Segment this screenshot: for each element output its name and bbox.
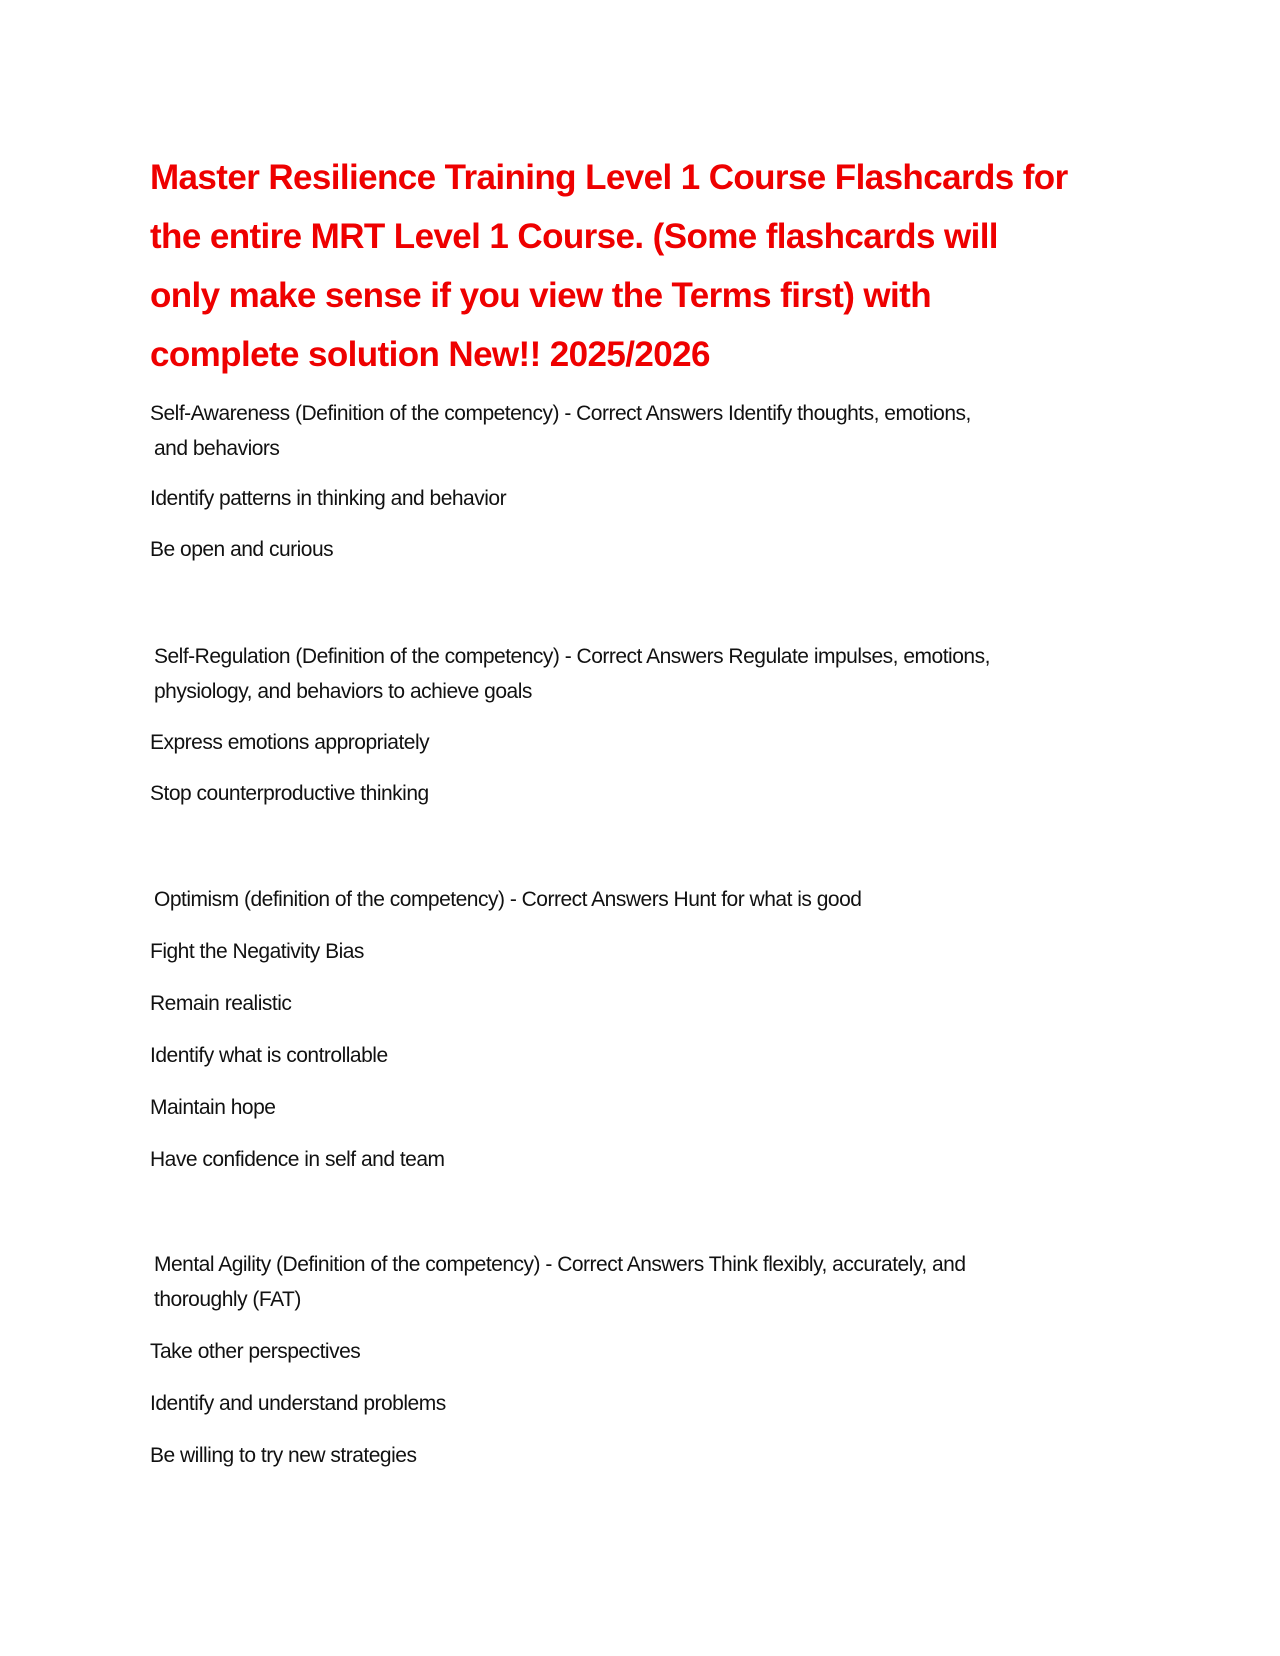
- title-line: only make sense if you view the Terms first) with: [150, 276, 932, 315]
- flashcard-answer: Take other perspectives: [150, 1340, 361, 1363]
- flashcard-answer: Stop counterproductive thinking: [150, 782, 429, 805]
- flashcard-question-continued: thoroughly (FAT): [154, 1288, 301, 1311]
- flashcard-question-continued: and behaviors: [154, 437, 280, 460]
- flashcard-answer: Maintain hope: [150, 1096, 276, 1119]
- flashcard-answer: Express emotions appropriately: [150, 731, 430, 754]
- flashcard-question: Mental Agility (Definition of the competency) - Correct Answers Think flexibly, accurately, and: [154, 1253, 966, 1276]
- flashcard-answer: Fight the Negativity Bias: [150, 940, 364, 963]
- flashcard-answer: Identify and understand problems: [150, 1392, 446, 1415]
- document-title: [150, 148, 1140, 384]
- title-line: the entire MRT Level 1 Course. (Some flashcards will: [150, 217, 998, 256]
- flashcard-answer: Have confidence in self and team: [150, 1148, 445, 1171]
- flashcard-answer: Identify patterns in thinking and behavior: [150, 487, 507, 510]
- flashcard-answer: Identify what is controllable: [150, 1044, 388, 1067]
- flashcard-answer: Remain realistic: [150, 992, 292, 1015]
- flashcard-answer: Be open and curious: [150, 538, 334, 561]
- flashcard-question: Self-Regulation (Definition of the competency) - Correct Answers Regulate impulses, emotions,: [154, 645, 990, 668]
- flashcard-question: Optimism (definition of the competency) - Correct Answers Hunt for what is good: [154, 888, 862, 911]
- flashcard-answer: Be willing to try new strategies: [150, 1444, 417, 1467]
- title-line: complete solution New!! 2025/2026: [150, 335, 710, 374]
- title-line: Master Resilience Training Level 1 Course Flashcards for: [150, 158, 1068, 197]
- flashcard-question: Self-Awareness (Definition of the competency) - Correct Answers Identify thoughts, emotions,: [150, 402, 971, 425]
- flashcard-question-continued: physiology, and behaviors to achieve goals: [154, 680, 532, 703]
